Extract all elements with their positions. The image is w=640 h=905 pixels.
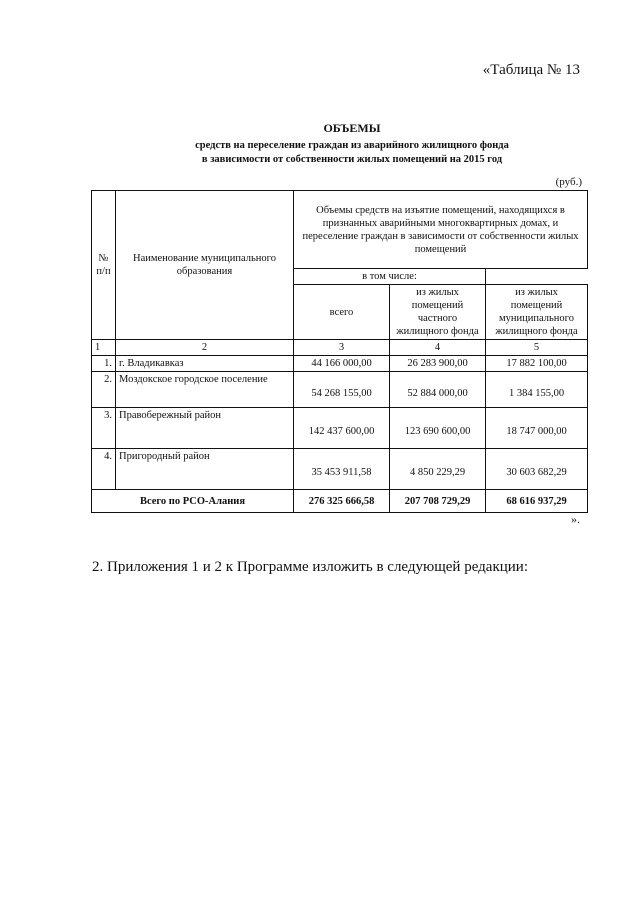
row-private: 26 283 900,00 xyxy=(390,356,486,372)
table-row xyxy=(92,356,588,372)
row-total: 54 268 155,00 xyxy=(294,372,390,408)
column-numbers-row xyxy=(92,340,588,356)
column-number: 3 xyxy=(294,340,390,356)
table-caption: «Таблица № 13 xyxy=(482,62,580,78)
header-including: в том числе: xyxy=(294,269,486,285)
row-municipal: 1 384 155,00 xyxy=(486,372,588,408)
unit-label: (руб.) xyxy=(555,176,582,188)
header-private: из жилых помещений частного жилищного фонда xyxy=(390,285,486,340)
summary-label: Всего по РСО-Алания xyxy=(92,490,294,513)
summary-municipal: 68 616 937,29 xyxy=(486,490,588,513)
table-title xyxy=(92,121,612,167)
title-line-1: средств на переселение граждан из аварийного жилищного фонда xyxy=(195,140,509,151)
table-row xyxy=(92,449,588,490)
column-number: 5 xyxy=(486,340,588,356)
row-num: 4. xyxy=(92,449,116,490)
header-total: всего xyxy=(294,285,390,340)
body-paragraph: 2. Приложения 1 и 2 к Программе изложить в следующей редакции: xyxy=(92,559,528,575)
header-num: № п/п xyxy=(92,191,116,340)
row-total: 35 453 911,58 xyxy=(294,449,390,490)
row-private: 4 850 229,29 xyxy=(390,449,486,490)
table-row xyxy=(92,408,588,449)
summary-row xyxy=(92,490,588,513)
column-number: 2 xyxy=(116,340,294,356)
row-municipal: 18 747 000,00 xyxy=(486,408,588,449)
table-row xyxy=(92,372,588,408)
funding-table xyxy=(91,190,588,513)
header-municipal: из жилых помещений муниципального жилищного фонда xyxy=(486,285,588,340)
row-name: Пригородный район xyxy=(116,449,294,490)
row-num: 2. xyxy=(92,372,116,408)
row-num: 3. xyxy=(92,408,116,449)
row-private: 123 690 600,00 xyxy=(390,408,486,449)
row-municipal: 30 603 682,29 xyxy=(486,449,588,490)
column-number: 4 xyxy=(390,340,486,356)
row-name: Правобережный район xyxy=(116,408,294,449)
closing-quote: ». xyxy=(571,512,580,526)
header-volumes: Объемы средств на изъятие помещений, находящихся в признанных аварийными многоквартирных домах, и переселение граждан в зависимости от собственности жилых помещений xyxy=(294,191,588,269)
row-total: 142 437 600,00 xyxy=(294,408,390,449)
row-name: г. Владикавказ xyxy=(116,356,294,372)
row-name: Моздокское городское поселение xyxy=(116,372,294,408)
header-name: Наименование муниципального образования xyxy=(116,191,294,340)
summary-total: 276 325 666,58 xyxy=(294,490,390,513)
row-total: 44 166 000,00 xyxy=(294,356,390,372)
row-num: 1. xyxy=(92,356,116,372)
summary-private: 207 708 729,29 xyxy=(390,490,486,513)
row-municipal: 17 882 100,00 xyxy=(486,356,588,372)
title-line-2: в зависимости от собственности жилых помещений на 2015 год xyxy=(201,154,503,165)
title-main: ОБЪЕМЫ xyxy=(323,121,381,135)
row-private: 52 884 000,00 xyxy=(390,372,486,408)
column-number: 1 xyxy=(92,340,116,356)
